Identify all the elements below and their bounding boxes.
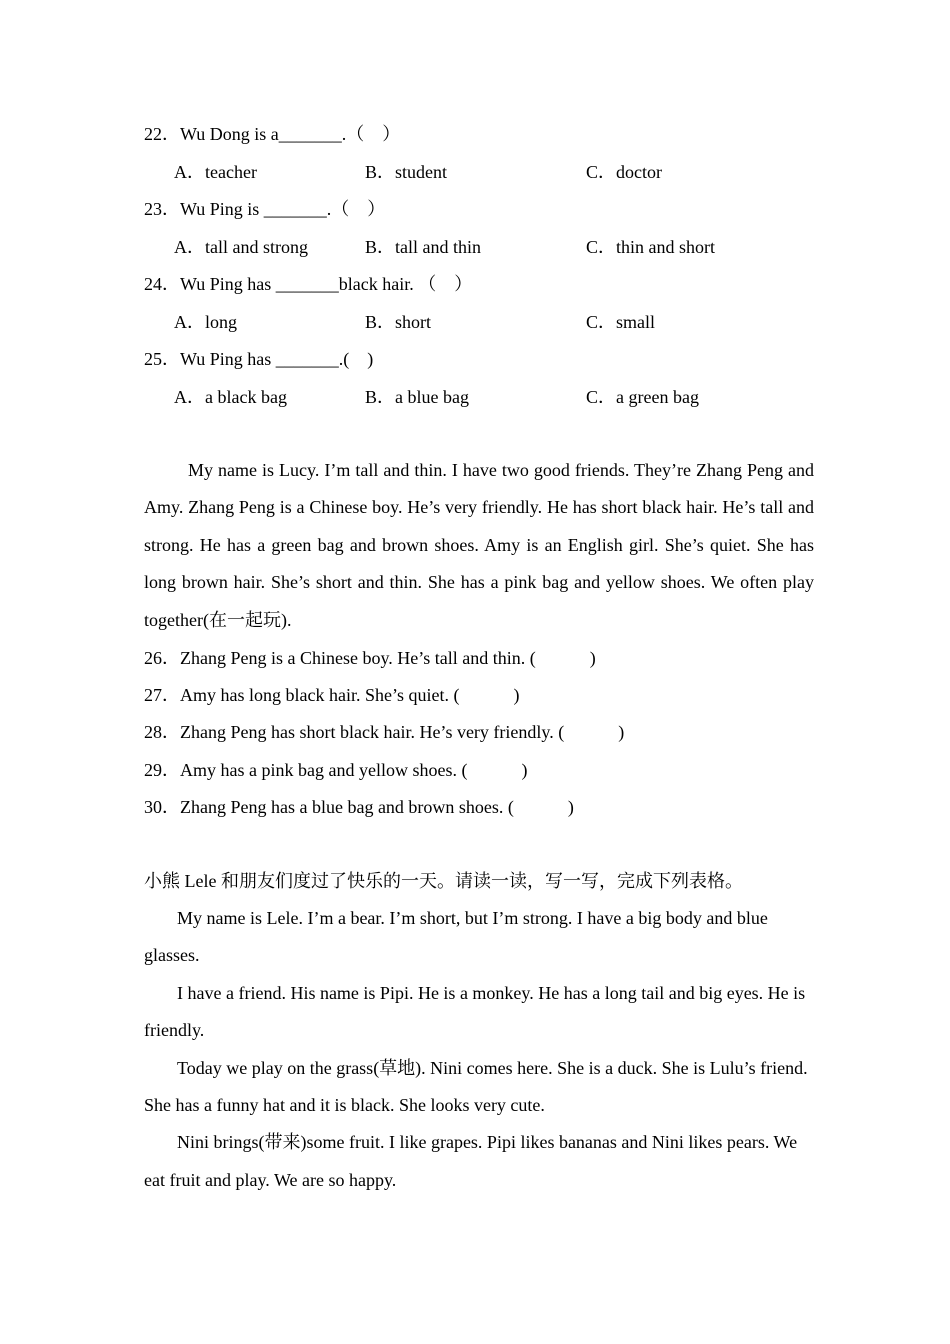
lele-paragraph-2: I have a friend. His name is Pipi. He is a monkey. He has a long tail and big eyes. He is friendly. xyxy=(144,982,806,1041)
question-29: 29．Amy has a pink bag and yellow shoes. ( ) xyxy=(144,760,528,780)
question-22-option-a: A．teacher xyxy=(174,162,257,182)
question-23-option-c: C．thin and short xyxy=(586,237,715,257)
lele-paragraph-1: My name is Lele. I’m a bear. I’m short, but I’m strong. I have a big body and blue glasses. xyxy=(144,908,768,966)
lele-paragraph-3: Today we play on the grass(草地). Nini comes here. She is a duck. She is Lulu’s friend. She has a funny hat and it is black. She looks very cute. xyxy=(144,1057,808,1116)
question-22-stem: 22．Wu Dong is a_______.（ ） xyxy=(144,124,401,144)
question-24-option-c: C．small xyxy=(586,312,656,332)
question-25-option-b: B．a blue bag xyxy=(365,387,469,407)
question-30: 30．Zhang Peng has a blue bag and brown shoes. ( ) xyxy=(144,797,574,817)
question-25-option-a: A．a black bag xyxy=(174,387,287,407)
question-23-option-b: B．tall and thin xyxy=(365,237,481,257)
question-22-option-c: C．doctor xyxy=(586,162,662,182)
reading-passage-lele xyxy=(144,900,814,1199)
passage-lucy-text: My name is Lucy. I’m tall and thin. I have two good friends. They’re Zhang Peng and Amy. Zhang Peng is a Chinese boy. He’s very friendly. He has short black hair. He’s tall and strong. He has a green bag and brown shoes. Amy is an English girl. She’s quiet. She has long brown hair. She’s short and thin. She has a pink bag and yellow shoes. We often play together(在一起玩). xyxy=(144,460,814,630)
question-23-stem: 23．Wu Ping is _______.（ ） xyxy=(144,199,386,219)
question-22-option-b: B．student xyxy=(365,162,448,182)
question-24-option-a: A．long xyxy=(174,312,237,332)
question-26: 26．Zhang Peng is a Chinese boy. He’s tall and thin. ( ) xyxy=(144,648,596,668)
lele-paragraph-4: Nini brings(带来)some fruit. I like grapes. Pipi likes bananas and Nini likes pears. We eat fruit and play. We are so happy. xyxy=(144,1132,798,1190)
question-27: 27．Amy has long black hair. She’s quiet. ( ) xyxy=(144,685,520,705)
question-25-stem: 25．Wu Ping has _______.( ) xyxy=(144,349,374,369)
question-24-stem: 24．Wu Ping has _______black hair. （ ） xyxy=(144,274,473,294)
question-24-option-b: B．short xyxy=(365,312,432,332)
question-25-option-c: C．a green bag xyxy=(586,387,699,407)
question-23-option-a: A．tall and strong xyxy=(174,237,308,257)
reading-passage-lucy xyxy=(144,452,814,639)
question-28: 28．Zhang Peng has short black hair. He’s very friendly. ( ) xyxy=(144,722,625,742)
section-instruction: 小熊 Lele 和朋友们度过了快乐的一天。请读一读，写一写，完成下列表格。 xyxy=(144,871,743,891)
